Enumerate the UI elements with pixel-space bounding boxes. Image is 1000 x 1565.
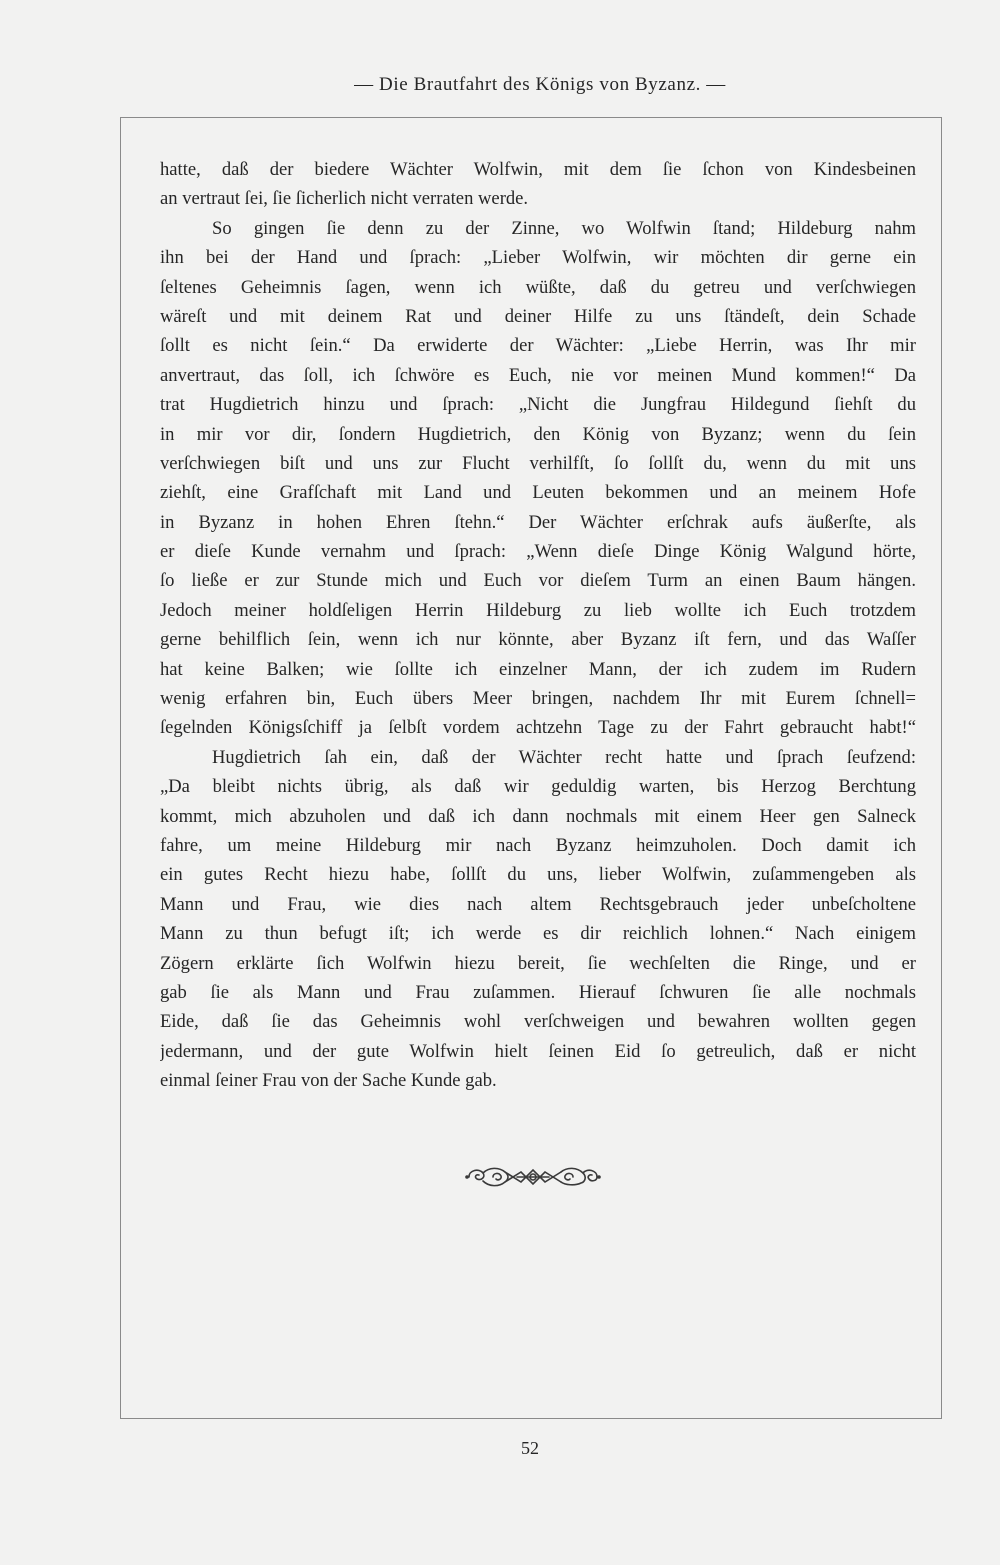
text-line: einmal ſeiner Frau von der Sache Kunde gab. bbox=[160, 1070, 497, 1092]
text-line: hat keine Balken; wie ſollte ich einzelner Mann, der ich zudem im Rudern bbox=[160, 658, 916, 680]
text-line: er dieſe Kunde vernahm und ſprach: „Wenn dieſe Dinge König Walgund hörte, bbox=[160, 541, 916, 563]
text-line: ziehſt, eine Grafſchaft mit Land und Leuten bekommen und an meinem Hofe bbox=[160, 482, 916, 504]
text-line: Mann zu thun befugt iſt; ich werde es dir reichlich lohnen.“ Nach einigem bbox=[160, 923, 916, 945]
text-line: Mann und Frau, wie dies nach altem Rechtsgebrauch jeder unbeſcholtene bbox=[160, 893, 916, 915]
text-line: fahre, um meine Hildeburg mir nach Byzanz heimzuholen. Doch damit ich bbox=[160, 834, 916, 856]
text-line: jedermann, und der gute Wolfwin hielt ſeinen Eid ſo getreulich, daß er nicht bbox=[160, 1040, 916, 1062]
text-line: Hugdietrich ſah ein, daß der Wächter recht hatte und ſprach ſeufzend: bbox=[212, 746, 916, 768]
text-frame bbox=[120, 117, 942, 1419]
text-line: „Da bleibt nichts übrig, als daß wir geduldig warten, bis Herzog Berchtung bbox=[160, 776, 916, 798]
page-number: 52 bbox=[521, 1438, 539, 1458]
text-line: gab ſie als Mann und Frau zuſammen. Hierauf ſchwuren ſie alle nochmals bbox=[160, 981, 916, 1003]
text-line: ſegelnden Königsſchiff ja ſelbſt vordem achtzehn Tage zu der Fahrt gebraucht habt!“ bbox=[160, 717, 916, 739]
text-line: So gingen ſie denn zu der Zinne, wo Wolfwin ſtand; Hildeburg nahm bbox=[212, 217, 916, 239]
text-line: ſo ließe er zur Stunde mich und Euch vor dieſem Turm an einen Baum hängen. bbox=[160, 570, 916, 592]
text-line: Eide, daß ſie das Geheimnis wohl verſchweigen und bewahren wollten gegen bbox=[160, 1011, 916, 1033]
text-line: an vertraut ſei, ſie ſicherlich nicht verraten werde. bbox=[160, 188, 529, 210]
text-line: in Byzanz in hohen Ehren ſtehn.“ Der Wächter erſchrak aufs äußerſte, als bbox=[160, 511, 916, 533]
text-line: trat Hugdietrich hinzu und ſprach: „Nicht die Jungfrau Hildegund ſiehſt du bbox=[160, 394, 916, 416]
text-line: ihn bei der Hand und ſprach: „Lieber Wolfwin, wir möchten dir gerne ein bbox=[160, 247, 916, 269]
text-line: ein gutes Recht hiezu habe, ſollſt du uns, lieber Wolfwin, zuſammengeben als bbox=[160, 864, 916, 886]
text-line: wenig erfahren bin, Euch übers Meer bringen, nachdem Ihr mit Eurem ſchnell= bbox=[160, 688, 916, 710]
text-line: Jedoch meiner holdſeligen Herrin Hildeburg zu lieb wollte ich Euch trotzdem bbox=[160, 599, 916, 621]
text-line: Zögern erklärte ſich Wolfwin hiezu bereit, ſie wechſelten die Ringe, und er bbox=[160, 952, 916, 974]
text-line: gerne behilflich ſein, wenn ich nur könnte, aber Byzanz iſt fern, und das Waſſer bbox=[160, 629, 916, 651]
text-line: kommt, mich abzuholen und daß ich dann nochmals mit einem Heer gen Salneck bbox=[160, 805, 916, 827]
decorative-scroll-icon bbox=[465, 1162, 601, 1192]
text-line: wäreſt und mit deinem Rat und deiner Hilfe zu uns ſtändeſt, dein Schade bbox=[160, 305, 916, 327]
text-line: ſeltenes Geheimnis ſagen, wenn ich wüßte, daß du getreu und verſchwiegen bbox=[160, 276, 916, 298]
body-text bbox=[160, 155, 916, 1096]
text-line: hatte, daß der biedere Wächter Wolfwin, mit dem ſie ſchon von Kindesbeinen bbox=[160, 159, 916, 180]
text-line: in mir vor dir, ſondern Hugdietrich, den König von Byzanz; wenn du ſein bbox=[160, 423, 916, 445]
text-line: verſchwiegen biſt und uns zur Flucht verhilfſt, ſo ſollſt du, wenn du mit uns bbox=[160, 452, 916, 474]
running-head: — Die Brautfahrt des Königs von Byzanz. — bbox=[354, 74, 726, 95]
text-line: anvertraut, das ſoll, ich ſchwöre es Euch, nie vor meinen Mund kommen!“ Da bbox=[160, 364, 916, 386]
text-line: ſollt es nicht ſein.“ Da erwiderte der Wächter: „Liebe Herrin, was Ihr mir bbox=[160, 335, 916, 357]
